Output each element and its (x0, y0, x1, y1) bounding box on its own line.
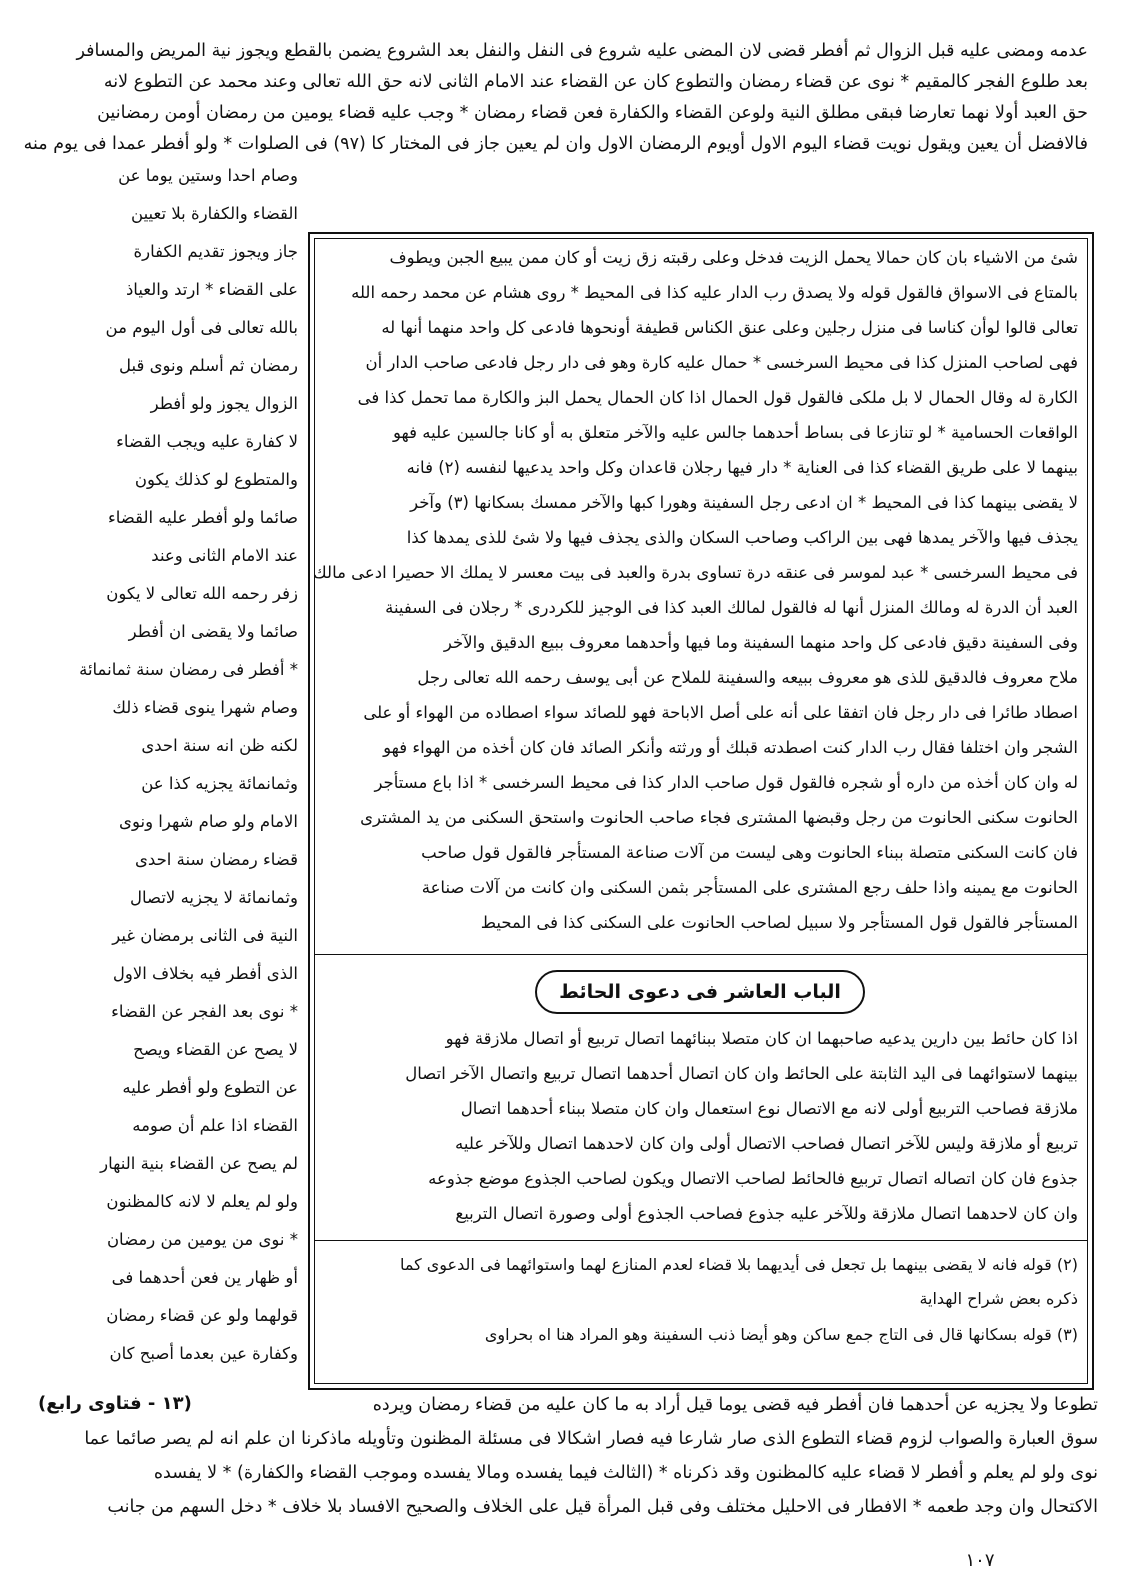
side-line: لا يصح عن القضاء ويصح (133, 1040, 298, 1059)
main-line: فان كانت السكنى متصلة ببناء الحانوت وهى ليست من آلات صناعة المستأجر فالقول قول صاحب (421, 843, 1078, 862)
side-line: وثمانمائة لا يجزيه لاتصال (130, 888, 298, 907)
chapter-line: تربيع أو ملازقة وليس للآخر اتصال فصاحب الاتصال أولى وان كان لاحدهما اتصال وللآخر عليه (455, 1134, 1078, 1153)
main-line: الحانوت مع يمينه واذا حلف رجع المشترى على المستأجر بثمن السكنى وان كانت من آلات صناعة (421, 878, 1078, 897)
side-line: القضاء اذا علم أن صومه (132, 1116, 298, 1135)
chapter-line: بينهما لاستوائهما فى اليد الثابتة على الحائط وان كان اتصال أحدهما اتصال تربيع واتصال الآخر اتصال (405, 1064, 1078, 1083)
side-line: ولو لم يعلم لا لانه كالمظنون (106, 1192, 298, 1211)
main-line: تعالى قالوا لوأن كناسا فى منزل رجلين وعلى عنق الكناس قطيفة أونحوها فادعى كل واحد منهما أنها له (381, 318, 1078, 337)
side-line: رمضان ثم أسلم ونوى قبل (118, 356, 298, 375)
main-line: فهى لصاحب المنزل كذا فى محيط السرخسى * حمال عليه كارة وهو فى دار رجل فادعى صاحب الدار أن (365, 353, 1078, 372)
main-line: الواقعات الحسامية * لو تنازعا فى بساط أحدهما جالس عليه والآخر متعلق به أو كانا جالسين عليه فهو (393, 423, 1078, 442)
footnote-divider (314, 1240, 1088, 1241)
side-line: الامام ولو صام شهرا ونوى (119, 812, 298, 831)
top-line: بعد طلوع الفجر كالمقيم * نوى عن قضاء رمضان والتطوع كان عن القضاء عند الامام الثانى لانه حق الله تعالى وعند محمد عن التطوع لانه (103, 72, 1088, 92)
side-line: * نوى من يومين من رمضان (106, 1230, 298, 1249)
side-line: عند الامام الثانى وعند (151, 546, 298, 565)
bottom-line: تطوعا ولا يجزيه عن أحدهما فان أفطر فيه قضى يوما قيل أراد به ما كان عليه من قضاء رمضان ويرده (372, 1395, 1098, 1415)
chapter-line: جذوع فان كان اتصاله اتصال تربيع فالحائط لصاحب الاتصال ويكون لصاحب الجذوع موضع جذوعه (428, 1169, 1078, 1188)
main-line: ملاح معروف فالدقيق للذى هو معروف ببيعه والسفينة للملاح عن أبى يوسف رحمه الله تعالى رجل (417, 668, 1078, 687)
main-line: بينهما لا على طريق القضاء كذا فى العناية * دار فيها رجلان قاعدان وكل واحد يدعيها لنفسه (٢) فانه (406, 458, 1078, 477)
chapter-line: اذا كان حائط بين دارين يدعيه صاحبهما ان كان متصلا ببنائهما اتصال تربيع أو اتصال ملازقة فهو (445, 1029, 1078, 1048)
volume-marker: (١٣ - فتاوى رابع) (38, 1393, 192, 1414)
side-line: لكنه ظن انه سنة احدى (141, 736, 298, 755)
main-line: المستأجر فالقول قول المستأجر ولا سبيل لصاحب الحانوت على السكنى كذا فى المحيط (480, 913, 1078, 932)
main-line: شئ من الاشياء بان كان حمالا يحمل الزيت فدخل وعلى رقبته زق زيت أو كان ممن يبيع الجبن ويطوف (389, 248, 1078, 267)
side-line: قضاء رمضان سنة احدى (135, 850, 298, 869)
side-line: الذى أفطر فيه بخلاف الاول (112, 964, 298, 983)
footnote-line: (٢) قوله فانه لا يقضى بينهما بل تجعل فى أيديهما بلا قضاء لعدم المنازع لهما واستوائهما فى الدعوى كما (399, 1255, 1078, 1274)
side-line: صائما ولا يقضى ان أفطر (128, 622, 298, 641)
side-line: * أفطر فى رمضان سنة ثمانمائة (79, 660, 298, 679)
footnote-line: (٣) قوله بسكانها قال فى التاج جمع ساكن وهو أيضا ذنب السفينة وهو المراد هنا اه بحراوى (484, 1325, 1078, 1344)
side-line: والمتطوع لو كذلك يكون (134, 470, 298, 489)
footnote-line: ذكره بعض شراح الهداية (919, 1289, 1078, 1308)
side-line: الزوال يجوز ولو أفطر (150, 394, 298, 413)
side-line: زفر رحمه الله تعالى لا يكون (106, 584, 298, 603)
page-number: ١٠٧ (965, 1550, 995, 1571)
bottom-line: نوى ولو لم يعلم و أفطر لا قضاء عليه كالمظنون وقد ذكرناه * (الثالث فيما يفسده ومالا يفسده وموجب القضاء والكفارة) * لا يفسده (153, 1463, 1098, 1483)
top-line: حق العبد أولا نهما تعارضا فبقى مطلق النية ولوعن القضاء والكفارة فعن قضاء رمضان * وجب عليه قضاء يومين من رمضان أومن رمضانين (97, 103, 1088, 123)
main-line: اصطاد طائرا فى دار رجل فان اتفقا على أنه على أصل الاباحة فهو للصائد سواء اصطاده من الهواء أو على (363, 703, 1078, 722)
side-line: وثمانمائة يجزيه كذا عن (141, 774, 298, 793)
side-line: جاز ويجوز تقديم الكفارة (133, 242, 298, 261)
side-line: وصام شهرا ينوى قضاء ذلك (112, 698, 298, 717)
main-line: وفى السفينة دقيق فادعى كل واحد منهما السفينة وما فيها وأحدهما معروف ببيع الدقيق والآخر (443, 633, 1078, 652)
top-line: فالافضل أن يعين ويقول نويت قضاء اليوم الاول أويوم الرمضان الاول وان لم يعين جاز فى المختار كا (٩٧) فى الصلوات * ولو أفطر عمدا فى يوم منه (23, 134, 1088, 154)
side-line: لا كفارة عليه ويجب القضاء (116, 432, 298, 451)
side-line: النية فى الثانى برمضان غير (112, 926, 298, 945)
main-line: العبد أن الدرة له ومالك المنزل أنها له فالقول لمالك العبد كذا فى الوجيز للكردرى * رجلان فى السفينة (385, 598, 1078, 617)
bottom-line: سوق العبارة والصواب لزوم قضاء التطوع الذى صار شارعا فيه فصار اشكالا فى مسئلة المظنون وتأويله ماذكرنا ان علم انه لم يصر صائما عما (84, 1429, 1098, 1449)
side-line: على القضاء * ارتد والعياذ (125, 280, 298, 299)
side-line: أو ظهار ين فعن أحدهما فى (111, 1268, 298, 1287)
main-line: يجذف فيها والآخر يمدها فهى بين الراكب وصاحب السكان والذى يجذف فيها ولا شئ للذى يمدها كذا (406, 528, 1078, 547)
main-line: له وان كان أخذه من داره أو شجره فالقول قول صاحب الدار كذا فى محيط السرخسى * اذا باع مستأجر (374, 773, 1078, 792)
top-line: عدمه ومضى عليه قبل الزوال ثم أفطر قضى لان المضى عليه شروع فى النفل والنفل بعد الشروع يضمن بالقطع ويجوز نية المريض والمسافر (76, 41, 1088, 61)
main-line: الكارة له وقال الحمال لا بل ملكى فالقول قول الحمال اذا كان الحمال يحمل البز والكارة مما تحمل كذا فى (357, 388, 1078, 407)
chapter-title: الباب العاشر فى دعوى الحائط (535, 970, 865, 1014)
side-line: * نوى بعد الفجر عن القضاء (111, 1002, 298, 1021)
side-line: القضاء والكفارة بلا تعيين (131, 204, 298, 223)
section-divider (314, 954, 1088, 955)
side-line: قولهما ولو عن قضاء رمضان (106, 1306, 298, 1325)
chapter-line: ملازقة فصاحب التربيع أولى لانه مع الاتصال نوع استعمال وان كان متصلا ببناء أحدهما اتصال (460, 1099, 1078, 1118)
chapter-line: وان كان لاحدهما اتصال ملازقة وللآخر عليه جذوع فصاحب الجذوع أولى وصورة اتصال التربيع (455, 1204, 1078, 1223)
main-line: الشجر وان اختلفا فقال رب الدار كنت اصطدته قبلك أو ورثته وأنكر الصائد فان كان أخذه من الهواء فهو (383, 738, 1078, 757)
side-line: وكفارة عين بعدما أصبح كان (109, 1344, 298, 1363)
side-line: صائما ولو أفطر عليه القضاء (108, 508, 298, 527)
side-line: بالله تعالى فى أول اليوم من (105, 318, 298, 337)
main-line: فى محيط السرخسى * عبد لموسر فى عنقه درة تساوى بدرة والعبد فى بيت معسر لا يملك الا حصيرا ادعى مالك (313, 563, 1078, 582)
main-line: بالمتاع فى الاسواق فالقول قوله ولا يصدق رب الدار عليه كذا فى المحيط * روى هشام عن محمد رحمه الله (351, 283, 1078, 302)
side-line: وصام احدا وستين يوما عن (118, 166, 298, 185)
side-line: عن التطوع ولو أفطر عليه (122, 1078, 298, 1097)
main-line: الحانوت سكنى الحانوت من رجل وقبضها المشترى فجاء صاحب الحانوت واستحق السكنى من يد المشترى (360, 808, 1078, 827)
side-line: لم يصح عن القضاء بنية النهار (100, 1154, 298, 1173)
bottom-line: الاكتحال وان وجد طعمه * الافطار فى الاحليل مختلف وفى قبل المرأة قيل على الخلاف والصحيح الافساد بلا خلاف * دخل السهم من جانب (107, 1497, 1098, 1517)
main-line: لا يقضى بينهما كذا فى المحيط * ان ادعى رجل السفينة وهورا كبها والآخر ممسك بسكانها (٣) وآخر (410, 493, 1078, 512)
